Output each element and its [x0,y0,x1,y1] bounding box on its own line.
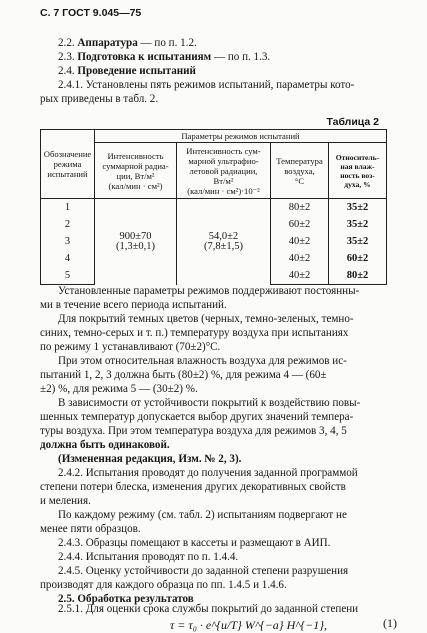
body-line: При этом относительная влажность воздуха для режимов ис- [58,355,347,367]
section-2-2: 2.2. Аппаратура — по п. 1.2. [58,37,197,49]
body-line: пытаний 1, 2, 3 должна быть (80±2) %, для режима 4 — (60± [40,369,327,381]
body-line: производят для каждого образца по пп. 1.4.5 и 1.4.6. [40,579,287,591]
body-line: и меления. [40,495,91,507]
table-row [41,199,387,217]
mode-cell: 3 [41,233,95,250]
section-2-5-title: 2.5. Обработка результатов [58,593,194,605]
body-line: должна быть одинаковой. [40,439,170,451]
page-header: С. 7 ГОСТ 9.045—75 [40,7,142,19]
total-radiation-cell: 900±70 (1,3±0,1) [95,199,177,285]
body-line: 2.4.5. Оценку устойчивости до заданной степени разрушения [58,565,349,577]
temp-cell: 80±2 [271,199,329,217]
col-temperature-header: Температура воздуха, °С [271,143,329,199]
body-line: менее пяти образцов. [40,523,141,535]
mode-cell: 4 [41,250,95,267]
body-line: туры воздуха. При этом температура воздуха для режимов 3, 4, 5 [40,425,347,437]
body-line: Установленные параметры режимов поддерживают постоянны- [58,285,360,297]
col-humidity-header: Относитель- ная влаж- ность воз- духа, % [329,143,387,199]
body-line: 2.4.3. Образцы помещают в кассеты и размещают в АИП. [58,537,331,549]
section-2-4-1-line2: рых приведены в табл. 2. [40,93,159,105]
col-total-radiation-header: Интенсивность суммарной радиа- ции, Вт/м² (кал/мин · см²) [95,143,177,199]
formula-number: (1) [383,616,397,630]
body-line: степени потери блеска, изменения других декоративных свойств [40,481,346,493]
body-line: ми в течение всего периода испытаний. [40,299,227,311]
mode-cell: 1 [41,199,95,217]
section-2-4-1-line1: 2.4.1. Установлены пять режимов испытаний, параметры кото- [58,79,355,91]
body-line: 2.4.2. Испытания проводят до получения заданной программой [58,467,358,479]
body-line: По каждому режиму (см. табл. 2) испытаниям подвергают не [58,509,347,521]
humidity-cell: 35±2 [329,199,387,217]
header-group: Параметры режимов испытаний [95,130,387,143]
body-line: 2.4.4. Испытания проводят по п. 1.4.4. [58,551,239,563]
body-line: синих, темно-серых и т. п.) температуру воздуха при испытаниях [40,327,349,339]
body-line: ±2) %, для режима 5 — (30±2) %. [40,383,198,395]
section-2-4: 2.4. Проведение испытаний [58,65,196,77]
revision-note: (Измененная редакция, Изм. № 2, 3). [58,453,242,465]
mode-cell: 2 [41,216,95,233]
col-mode-header: Обозначение режима испытаний [41,130,95,199]
body-line: шенных температур допускается выбор других значений темпера- [40,411,354,423]
body-line: Для покрытий темных цветов (черных, темно-зеленых, темно- [58,313,354,325]
uv-radiation-cell: 54,0±2 (7,8±1,5) [177,199,271,285]
humidity-cell: 35±2 [329,233,387,250]
body-line: 2.5.1. Для оценки срока службы покрытий до заданной степени [58,603,359,615]
col-uv-radiation-header: Интенсивность сум- марной ультрафио- летовой радиации, Вт/м² (кал/мин · см²)·10⁻² [177,143,271,199]
test-modes-table [40,129,387,285]
temp-cell: 40±2 [271,267,329,285]
humidity-cell: 80±2 [329,267,387,285]
humidity-cell: 60±2 [329,250,387,267]
humidity-cell: 35±2 [329,216,387,233]
mode-cell: 5 [41,267,95,285]
body-line: В зависимости от устойчивости покрытий к воздействию повы- [58,397,361,409]
body-line: по режиму 1 устанавливают (70±2)°С. [40,341,221,353]
temp-cell: 40±2 [271,250,329,267]
table-caption: Таблица 2 [326,116,379,128]
section-2-3: 2.3. Подготовка к испытаниям — по п. 1.3. [58,51,271,63]
formula: τ = τ₀ · e^{u/T} W^{−a} H^{−1}, [170,618,328,632]
temp-cell: 40±2 [271,233,329,250]
temp-cell: 60±2 [271,216,329,233]
